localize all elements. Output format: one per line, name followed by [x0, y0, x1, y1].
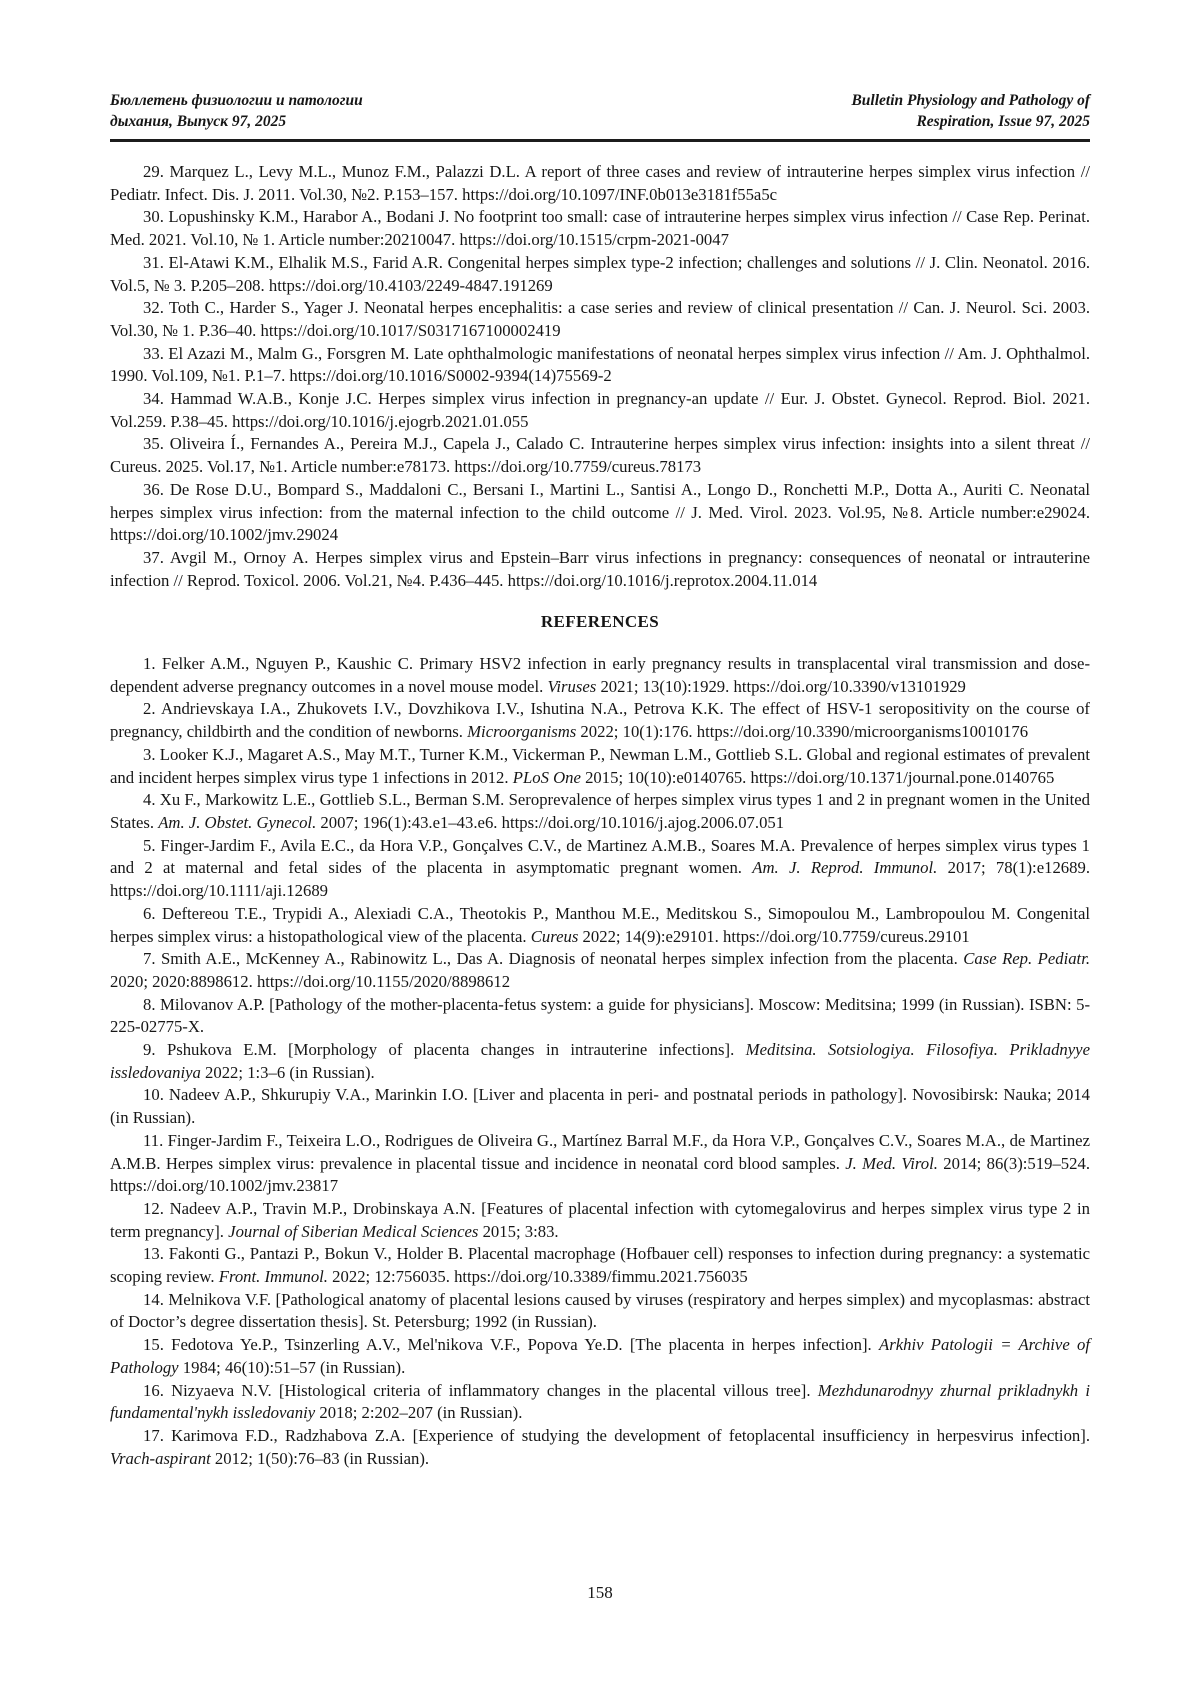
reference-text: El-Atawi K.M., Elhalik M.S., Farid A.R. Congenital herpes simplex type-2 infection; challenges and solutions // J. Clin. Neonatol. 2016. Vol.5, № 3. P.205–208. https://doi.org/10.4103/2249-4847.191269: [110, 252, 1090, 295]
reference-number: 2.: [143, 699, 162, 719]
reference-text: Finger-Jardim F., Teixeira L.O., Rodrigues de Oliveira G., Martínez Barral M.F., da Hora V.P., Gonçalves C.V., Soares M.A., de Martinez A.M.B. Herpes simplex virus: prevalence in placental tissue and incidence in neonatal cord blood samples.: [110, 1130, 1090, 1173]
journal-title-english-line2: Respiration, Issue 97, 2025: [916, 113, 1090, 130]
reference-item: [110, 994, 1090, 1039]
reference-number: 11.: [143, 1130, 168, 1150]
reference-number: 30.: [143, 207, 169, 227]
header-divider: [110, 139, 1090, 142]
reference-number: 8.: [143, 994, 161, 1014]
reference-number: 37.: [143, 547, 170, 567]
reference-item: [110, 789, 1090, 834]
reference-item: [110, 948, 1090, 993]
reference-item: [110, 433, 1090, 478]
references-list: [110, 653, 1090, 1470]
reference-text: Nizyaeva N.V. [Histological criteria of inflammatory changes in the placental villous tree].: [171, 1380, 818, 1400]
reference-item: [110, 903, 1090, 948]
reference-text: 2015; 10(10):e0140765. https://doi.org/10.1371/journal.pone.0140765: [580, 767, 1055, 787]
reference-text: 2022; 12:756035. https://doi.org/10.3389/fimmu.2021.756035: [327, 1267, 748, 1287]
journal-name: Viruses: [547, 676, 597, 696]
journal-name: Meditsina. Sotsiologiya. Filosofiya. Prikladnyye issledovaniya: [110, 1040, 1090, 1082]
literature-list: [110, 161, 1090, 592]
reference-number: 4.: [143, 790, 160, 810]
reference-text: Felker A.M., Nguyen P., Kaushic C. Primary HSV2 infection in early pregnancy results in transplacental viral transmission and dose-dependent adverse pregnancy outcomes in a novel mouse model.: [110, 654, 1091, 696]
reference-item: [110, 835, 1090, 903]
page-number: 158: [587, 1583, 613, 1602]
reference-item: [110, 1380, 1090, 1425]
reference-item: [110, 1243, 1090, 1288]
reference-number: 16.: [143, 1380, 172, 1400]
references-heading: REFERENCES: [540, 612, 660, 632]
reference-number: 9.: [143, 1040, 167, 1060]
reference-number: 10.: [143, 1085, 169, 1105]
reference-text: Avgil M., Ornoy A. Herpes simplex virus and Epstein–Barr virus infections in pregnancy: consequences of neonatal or intrauterine infection // Reprod. Toxicol. 2006. Vol.21, №4. P.436–445. https://doi.org/10.1016/j.reprotox.2004.11.014: [110, 547, 1090, 590]
reference-number: 6.: [143, 903, 163, 923]
reference-item: [110, 161, 1090, 206]
reference-text: Melnikova V.F. [Pathological anatomy of placental lesions caused by viruses (respiratory and herpes simplex) and mycoplasmas: abstract of Doctor’s degree dissertation thesis]. St. Petersburg; 1992 (in Russian).: [110, 1289, 1091, 1332]
reference-text: 2022; 14(9):e29101. https://doi.org/10.7759/cureus.29101: [578, 926, 970, 946]
reference-text: Finger-Jardim F., Avila E.C., da Hora V.P., Gonçalves C.V., de Martinez A.M.B., Soares M.A. Prevalence of herpes simplex virus types 1 and 2 at maternal and fetal sides of the placenta in asymptomatic pregnant women.: [110, 835, 1090, 878]
reference-text: De Rose D.U., Bompard S., Maddaloni C., Bersani I., Martini L., Santisi A., Longo D., Ronchetti M.P., Dotta A., Auriti C. Neonatal herpes simplex virus infection: from the maternal infection to the child outcome // J. Med. Virol. 2023. Vol.95, №8. Article number:e29024. https://doi.org/10.1002/jmv.29024: [110, 479, 1091, 545]
reference-text: El Azazi M., Malm G., Forsgren M. Late ophthalmologic manifestations of neonatal herpes simplex virus infection // Am. J. Ophthalmol. 1990. Vol.109, №1. P.1–7. https://doi.org/10.1016/S0002-9394(14)75569-2: [110, 343, 1091, 386]
journal-title-russian-line2: дыхания, Выпуск 97, 2025: [110, 113, 287, 130]
reference-text: 2022; 1:3–6 (in Russian).: [200, 1062, 375, 1082]
reference-item: [110, 297, 1090, 342]
reference-item: [110, 388, 1090, 433]
references-content: [110, 161, 1090, 1470]
page-header: [110, 90, 1090, 132]
reference-item: [110, 1334, 1090, 1379]
reference-number: 31.: [143, 252, 169, 272]
journal-name: Journal of Siberian Medical Sciences: [228, 1221, 479, 1241]
journal-name: Front. Immunol.: [218, 1267, 328, 1287]
reference-number: 35.: [143, 434, 170, 454]
journal-title-russian-line1: Бюллетень физиологии и патологии: [110, 92, 363, 109]
reference-text: 2020; 2020:8898612. https://doi.org/10.1155/2020/8898612: [110, 971, 511, 991]
reference-text: Looker K.J., Magaret A.S., May M.T., Turner K.M., Vickerman P., Newman L.M., Gottlieb S.L. Global and regional estimates of prevalent and incident herpes simplex virus type 1 infections in 2012.: [110, 744, 1091, 787]
reference-text: Marquez L., Levy M.L., Munoz F.M., Palazzi D.L. A report of three cases and review of intrauterine herpes simplex virus infection // Pediatr. Infect. Dis. J. 2011. Vol.30, №2. P.153–157. https://doi.org/10.1097/INF.0b013e3181f55a5c: [110, 162, 1091, 204]
journal-name: Am. J. Reprod. Immunol.: [752, 858, 938, 878]
reference-item: [110, 1289, 1090, 1334]
reference-item: [110, 653, 1090, 698]
reference-item: [110, 1198, 1090, 1243]
journal-name: Cureus: [530, 926, 579, 946]
reference-text: 2022; 10(1):176. https://doi.org/10.3390/microorganisms10010176: [576, 722, 1029, 742]
journal-title-english: [851, 90, 1090, 132]
reference-number: 5.: [143, 835, 161, 855]
reference-text: Hammad W.A.B., Konje J.C. Herpes simplex virus infection in pregnancy-an update // Eur. J. Obstet. Gynecol. Reprod. Biol. 2021. Vol.259. P.38–45. https://doi.org/10.1016/j.ejogrb.2021.01.055: [110, 389, 1091, 431]
reference-text: 2018; 2:202–207 (in Russian).: [315, 1403, 523, 1423]
reference-number: 3.: [143, 744, 160, 764]
reference-item: [110, 1039, 1090, 1084]
reference-number: 14.: [143, 1289, 169, 1309]
reference-text: 2007; 196(1):43.e1–43.e6. https://doi.org/10.1016/j.ajog.2006.07.051: [316, 812, 785, 832]
reference-text: Andrievskaya I.A., Zhukovets I.V., Dovzhikova I.V., Ishutina N.A., Petrova K.K. The effect of HSV-1 seropositivity on the course of pregnancy, childbirth and the condition of newborns.: [110, 699, 1090, 742]
journal-title-english-line1: Bulletin Physiology and Pathology of: [851, 92, 1090, 109]
reference-text: Toth C., Harder S., Yager J. Neonatal herpes encephalitis: a case series and review of clinical presentation // Can. J. Neurol. Sci. 2003. Vol.30, № 1. P.36–40. https://doi.org/10.1017/S0317167100002419: [110, 298, 1090, 340]
reference-number: 36.: [143, 479, 170, 499]
reference-number: 13.: [143, 1244, 169, 1264]
reference-number: 29.: [143, 162, 170, 181]
reference-item: [110, 1084, 1090, 1129]
reference-text: Nadeev A.P., Travin M.P., Drobinskaya A.N. [Features of placental infection with cytomegalovirus and herpes simplex virus type 2 in term pregnancy].: [110, 1198, 1090, 1241]
reference-number: 7.: [143, 949, 161, 969]
reference-text: 2017; 78(1):e12689. https://doi.org/10.1111/aji.12689: [110, 858, 1090, 901]
reference-text: 1984; 46(10):51–57 (in Russian).: [178, 1357, 406, 1377]
reference-text: Karimova F.D., Radzhabova Z.A. [Experience of studying the development of fetoplacental insufficiency in herpesvirus infection].: [171, 1425, 1090, 1445]
reference-item: [110, 744, 1090, 789]
reference-text: 2014; 86(3):519–524. https://doi.org/10.1002/jmv.23817: [110, 1153, 1090, 1196]
journal-name: Mezhdunarodnyy zhurnal prikladnykh i fundamental'nykh issledovaniy: [110, 1380, 1090, 1423]
reference-text: Oliveira Í., Fernandes A., Pereira M.J., Capela J., Calado C. Intrauterine herpes simplex virus infection: insights into a silent threat // Cureus. 2025. Vol.17, №1. Article number:e78173. https://doi.org/10.7759/cureus.78173: [110, 434, 1091, 477]
reference-item: [110, 479, 1090, 547]
reference-item: [110, 206, 1090, 251]
reference-text: 2012; 1(50):76–83 (in Russian).: [210, 1448, 430, 1468]
reference-number: 32.: [143, 298, 169, 318]
reference-number: 34.: [143, 389, 171, 409]
reference-item: [110, 547, 1090, 592]
reference-text: 2021; 13(10):1929. https://doi.org/10.3390/v13101929: [596, 676, 966, 696]
reference-number: 17.: [143, 1425, 172, 1445]
reference-text: Smith A.E., McKenney A., Rabinowitz L., Das A. Diagnosis of neonatal herpes simplex infection from the placenta.: [160, 949, 964, 969]
reference-number: 15.: [143, 1335, 172, 1355]
reference-text: Nadeev A.P., Shkurupiy V.A., Marinkin I.O. [Liver and placenta in peri- and postnatal periods in pathology]. Novosibirsk: Nauka; 2014 (in Russian).: [110, 1085, 1091, 1128]
reference-text: Milovanov A.P. [Pathology of the mother-placenta-fetus system: a guide for physicians]. Moscow: Meditsina; 1999 (in Russian). ISBN: 5-225-02775-X.: [110, 994, 1091, 1037]
journal-title-russian: [110, 90, 363, 132]
journal-name: Am. J. Obstet. Gynecol.: [158, 812, 317, 832]
reference-number: 12.: [143, 1198, 170, 1218]
journal-name: PLoS One: [512, 767, 581, 787]
journal-name: Arkhiv Patologii = Archive of Pathology: [110, 1335, 1091, 1377]
reference-text: 2015; 3:83.: [478, 1221, 559, 1241]
reference-item: [110, 698, 1090, 743]
journal-name: Vrach-aspirant: [110, 1448, 211, 1468]
reference-text: Lopushinsky K.M., Harabor A., Bodani J. No footprint too small: case of intrauterine herpes simplex virus infection // Case Rep. Perinat. Med. 2021. Vol.10, № 1. Article number:20210047. https://doi.org/10.1515/crpm-2021-0047: [110, 207, 1090, 250]
reference-text: Pshukova E.M. [Morphology of placenta changes in intrauterine infections].: [166, 1040, 746, 1060]
reference-number: 1.: [143, 654, 162, 674]
reference-item: [110, 1130, 1090, 1198]
reference-text: Deftereou T.E., Trypidi A., Alexiadi C.A., Theotokis P., Manthou M.E., Meditskou S., Simopoulou M., Lambropoulou M. Congenital herpes simplex virus: a histopathological view of the placenta.: [110, 903, 1091, 946]
reference-text: Fakonti G., Pantazi P., Bokun V., Holder B. Placental macrophage (Hofbauer cell) responses to infection during pregnancy: a systematic scoping review.: [110, 1244, 1091, 1287]
reference-item: [110, 252, 1090, 297]
reference-item: [110, 343, 1090, 388]
reference-item: [110, 1425, 1090, 1470]
reference-text: Fedotova Ye.P., Tsinzerling A.V., Mel'nikova V.F., Popova Ye.D. [The placenta in herpes infection].: [171, 1335, 880, 1355]
reference-text: Xu F., Markowitz L.E., Gottlieb S.L., Berman S.M. Seroprevalence of herpes simplex virus types 1 and 2 in pregnant women in the United States.: [110, 790, 1090, 832]
journal-name: Case Rep. Pediatr.: [963, 949, 1091, 969]
journal-name: J. Med. Virol.: [845, 1153, 938, 1173]
reference-number: 33.: [143, 343, 169, 363]
journal-name: Microorganisms: [467, 722, 577, 742]
